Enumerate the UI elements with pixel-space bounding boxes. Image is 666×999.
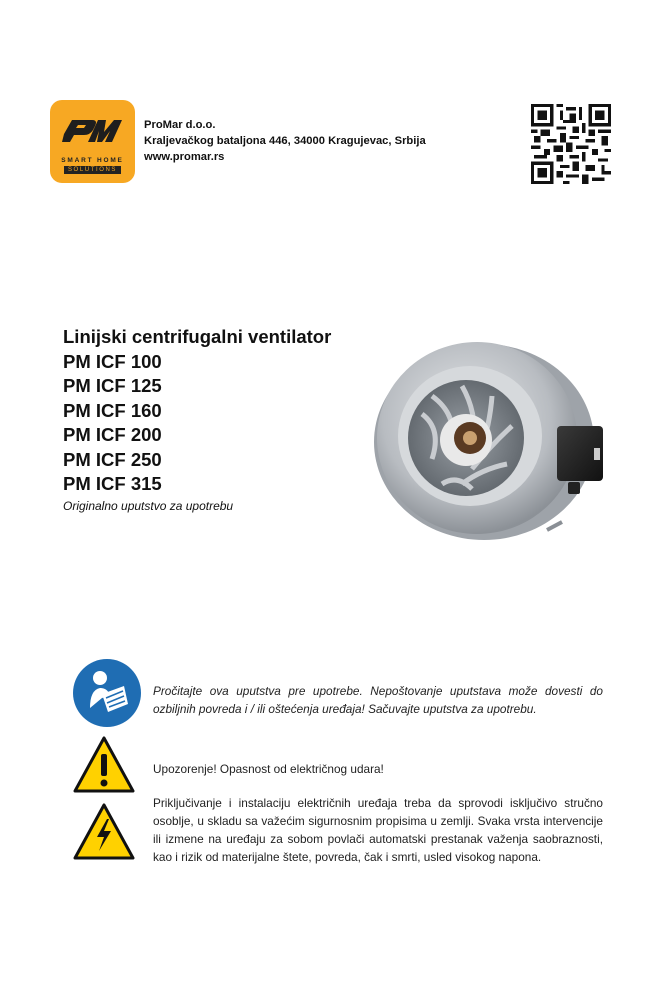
model-item: PM ICF 125 (63, 375, 162, 396)
fan-product-image (372, 334, 612, 544)
product-title: Linijski centrifugalni ventilator (63, 326, 332, 347)
warning-icon (73, 736, 135, 794)
warning-notice: Upozorenje! Opasnost od električnog udara! (153, 762, 384, 776)
company-address: Kraljevačkog bataljona 446, 34000 Kragujevac, Srbija (144, 135, 426, 147)
electrical-notice: Priključivanje i instalaciju električnih uređaja treba da sprovodi isključivo stručno osoblje, u skladu sa važećim sigurnosnim propisima u zemlji. Svaka vrsta intervencije ili izmene na uređaju za sobom povlači automatski prestanak važenja saobraznosti, kao i rizik od materijalne štete, povreda, čak i smrti, usled visokog napona. (153, 796, 603, 864)
model-item: PM ICF 200 (63, 424, 162, 445)
company-website[interactable]: www.promar.rs (144, 151, 225, 163)
product-subtitle: Originalno uputstvo za upotrebu (63, 498, 234, 513)
model-item: PM ICF 250 (63, 448, 162, 470)
electric-shock-icon (73, 803, 135, 861)
company-logo (50, 100, 135, 183)
company-name: ProMar d.o.o. (144, 119, 216, 131)
qr-code-icon[interactable] (531, 104, 611, 184)
company-info (144, 117, 426, 165)
model-item: PM ICF 315 (63, 473, 162, 494)
read-manual-notice: Pročitajte ova uputstva pre upotrebe. Nepoštovanje uputstava može dovesti do ozbiljnih povreda i / ili oštećenja uređaja! Sačuvajte uputstva za upotrebu. (153, 684, 603, 716)
read-manual-icon (72, 658, 142, 728)
model-item: PM ICF 160 (63, 399, 162, 421)
logo-tagline-1: SMART HOME (61, 157, 124, 164)
model-item: PM ICF 100 (63, 350, 162, 372)
product-title-block (63, 325, 331, 514)
logo-tagline-2: SOLUTIONS (64, 166, 121, 174)
logo-mark-icon (50, 104, 135, 159)
